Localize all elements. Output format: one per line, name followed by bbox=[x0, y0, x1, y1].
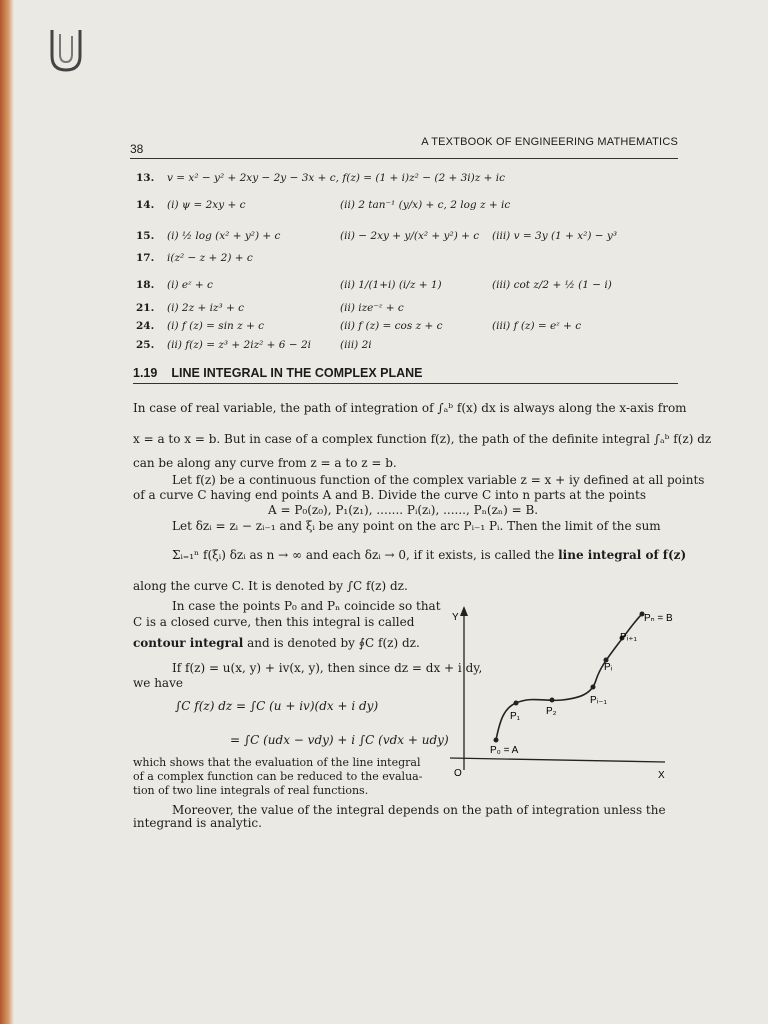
answer-number: 25. bbox=[136, 339, 155, 351]
page-number: 38 bbox=[130, 142, 144, 156]
point-label: P₁ bbox=[510, 711, 521, 722]
answer-part: (i) ψ = 2xy + c bbox=[167, 199, 246, 211]
point-p1 bbox=[514, 701, 519, 706]
page-header bbox=[130, 138, 678, 159]
paragraph-line: x = a to x = b. But in case of a complex function f(z), the path of the definite integral ∫ₐᵇ f(z) dz bbox=[133, 432, 712, 446]
paper-clip-icon bbox=[44, 26, 96, 74]
paragraph-line: In case of real variable, the path of integration of ∫ₐᵇ f(x) dx is always along the x-axis from bbox=[133, 401, 687, 415]
origin-label: O bbox=[454, 768, 462, 779]
answer-part: (iii) cot z/2 + ½ (1 − i) bbox=[492, 279, 612, 291]
answer-part: (ii) 2 tan⁻¹ (y/x) + c, 2 log z + ic bbox=[340, 199, 511, 211]
answer-number: 24. bbox=[136, 320, 155, 332]
answer-part: (i) eᶻ + c bbox=[167, 279, 213, 291]
section-heading bbox=[133, 366, 678, 384]
paragraph-line: of a curve C having end points A and B. Divide the curve C into n parts at the points bbox=[133, 488, 647, 502]
y-axis-arrow bbox=[460, 606, 468, 616]
paragraph-line: tion of two line integrals of real functions. bbox=[133, 784, 369, 797]
answer-part: (iii) f (z) = eᶻ + c bbox=[492, 320, 582, 332]
paragraph-line: Let δzᵢ = zᵢ − zᵢ₋₁ and ξᵢ be any point on the arc Pᵢ₋₁ Pᵢ. Then the limit of the sum bbox=[172, 519, 661, 533]
answer-part: i(z² − z + 2) + c bbox=[167, 252, 253, 264]
answer-part: (iii) 2i bbox=[340, 339, 372, 351]
answer-part: (i) f (z) = sin z + c bbox=[167, 320, 265, 332]
answer-part: (iii) v = 3y (1 + x²) − y³ bbox=[492, 230, 618, 242]
point-label: P₂ bbox=[546, 706, 557, 717]
point-pi-minus-1 bbox=[591, 685, 596, 690]
answer-part: (ii) f (z) = cos z + c bbox=[340, 320, 443, 332]
point-p2 bbox=[550, 698, 555, 703]
point-label: Pᵢ bbox=[604, 662, 613, 673]
x-axis bbox=[450, 758, 665, 762]
paragraph-text: and is denoted by ∮C f(z) dz. bbox=[243, 636, 420, 650]
answer-part: (ii) − 2xy + y/(x² + y²) + c bbox=[340, 230, 480, 242]
paragraph-line: we have bbox=[133, 676, 183, 690]
paragraph-line: Moreover, the value of the integral depends on the path of integration unless the bbox=[172, 803, 666, 817]
point-label: P₀ = A bbox=[490, 745, 519, 756]
answer-part: v = x² − y² + 2xy − 2y − 3x + c, f(z) = (1 + i)z² − (2 + 3i)z + ic bbox=[167, 172, 505, 184]
answer-number: 18. bbox=[136, 279, 155, 291]
paragraph-line: Let f(z) be a continuous function of the complex variable z = x + iy defined at all points bbox=[172, 473, 705, 487]
section-title: LINE INTEGRAL IN THE COMPLEX PLANE bbox=[171, 366, 423, 380]
answer-number: 17. bbox=[136, 252, 155, 264]
point-label: Pₙ = B bbox=[644, 613, 673, 624]
page-binding-edge bbox=[0, 0, 14, 1024]
answer-part: (i) 2z + iz³ + c bbox=[167, 302, 245, 314]
answer-number: 13. bbox=[136, 172, 155, 184]
paragraph-line: integrand is analytic. bbox=[133, 816, 262, 830]
paragraph-line: If f(z) = u(x, y) + iv(x, y), then since dz = dx + i dy, bbox=[172, 661, 483, 675]
answer-part: (ii) f(z) = z³ + 2iz² + 6 − 2i bbox=[167, 339, 311, 351]
answer-part: (ii) 1/(1+i) (i/z + 1) bbox=[340, 279, 442, 291]
equation: = ∫C (udx − vdy) + i ∫C (vdx + udy) bbox=[230, 733, 449, 747]
sum-text: Σᵢ₌₁ⁿ f(ξᵢ) δzᵢ as n → ∞ and each δzᵢ → 0, if it exists, is called the bbox=[172, 548, 555, 562]
point-label: Pᵢ₊₁ bbox=[620, 632, 637, 643]
point-p0 bbox=[494, 738, 499, 743]
paragraph-line: which shows that the evaluation of the line integral bbox=[133, 756, 421, 769]
point-label: Pᵢ₋₁ bbox=[590, 695, 607, 706]
book-title: A TEXTBOOK OF ENGINEERING MATHEMATICS bbox=[421, 136, 678, 148]
paragraph-line: can be along any curve from z = a to z = b. bbox=[133, 456, 397, 470]
answer-number: 14. bbox=[136, 199, 155, 211]
x-axis-label: X bbox=[658, 770, 665, 781]
section-number: 1.19 bbox=[133, 366, 158, 380]
paragraph-line: of a complex function can be reduced to the evalua- bbox=[133, 770, 423, 783]
contour-integral-term: contour integral bbox=[133, 636, 244, 650]
paragraph-line: In case the points P₀ and Pₙ coincide so that bbox=[172, 599, 441, 613]
equation: ∫C f(z) dz = ∫C (u + iv)(dx + i dy) bbox=[175, 699, 379, 713]
answer-number: 15. bbox=[136, 230, 155, 242]
paragraph-line bbox=[133, 635, 420, 652]
answer-part: (i) ½ log (x² + y²) + c bbox=[167, 230, 281, 242]
answer-number: 21. bbox=[136, 302, 155, 314]
line-integral-term: line integral of f(z) bbox=[558, 548, 687, 562]
y-axis-label: Y bbox=[452, 612, 459, 623]
path-diagram bbox=[440, 600, 680, 790]
sum-definition bbox=[172, 547, 686, 564]
answer-part: (ii) ize⁻ᶻ + c bbox=[340, 302, 404, 314]
paragraph-line: C is a closed curve, then this integral is called bbox=[133, 615, 415, 629]
paragraph-line: along the curve C. It is denoted by ∫C f(z) dz. bbox=[133, 579, 408, 593]
paragraph-line: A = P₀(z₀), P₁(z₁), ....... Pᵢ(zᵢ), ......, Pₙ(zₙ) = B. bbox=[268, 503, 539, 517]
